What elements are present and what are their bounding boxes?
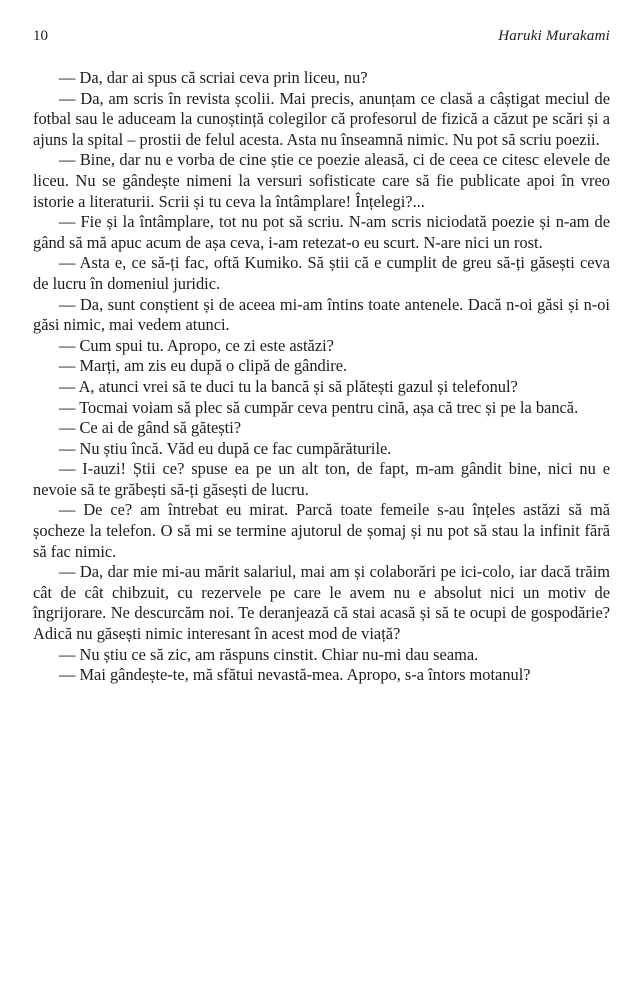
paragraph: — Nu știu ce să zic, am răspuns cinstit. Chiar nu-mi dau seama. <box>59 644 479 664</box>
paragraph: — Bine, dar nu e vorba de cine știe ce poezie aleasă, ci de ceea ce citesc elevele de liceu. Nu se gândește nimeni la versuri sofisticate care să fie publicate apoi în vreo istorie a literaturii. Scrii și tu ceva la întâmplare! Înțelegi?... <box>33 150 610 211</box>
paragraph: — Da, sunt conștient și de aceea mi-am întins toate antenele. Dacă n-oi găsi și n-oi găsi nimic, mai vedem atunci. <box>33 294 610 335</box>
paragraph: — Da, dar ai spus că scriai ceva prin liceu, nu? <box>59 68 368 87</box>
paragraph: — Fie și la întâmplare, tot nu pot să scriu. N-am scris niciodată poezie și n-am de gând să mă apuc acum de așa ceva, i-am retezat-o eu scurt. N-are nici un rost. <box>33 212 610 252</box>
paragraph: — Mai gândește-te, mă sfătui nevastă-mea. Apropo, s-a întors motanul? <box>59 665 531 685</box>
paragraph: — Da, am scris în revista școlii. Mai precis, anunțam ce clasă a câștigat meciul de fotbal sau le aduceam la cunoștință colegilor că profesorul de fizică a căzut pe scări și a ajuns la spital – prostii de felul acesta. Asta nu înseamnă nimic. Nu pot să scriu poezii. <box>33 88 610 149</box>
paragraph: — Cum spui tu. Apropo, ce zi este astăzi? <box>59 335 334 355</box>
paragraph: — Marți, am zis eu după o clipă de gândire. <box>59 356 348 376</box>
paragraph: — A, atunci vrei să te duci tu la bancă și să plătești gazul și telefonul? <box>59 376 518 396</box>
body-text <box>33 68 610 686</box>
paragraph: — Ce ai de gând să gătești? <box>59 418 242 438</box>
paragraph: — De ce? am întrebat eu mirat. Parcă toate femeile s-au înțeles astăzi să mă șocheze la telefon. O să mi se termine ajutorul de șomaj și nu pot să stau la infinit fără să fac nimic. <box>33 500 610 561</box>
paragraph: — Nu știu încă. Văd eu după ce fac cumpărăturile. <box>59 438 392 458</box>
running-title: Haruki Murakami <box>498 28 610 44</box>
paragraph: — Tocmai voiam să plec să cumpăr ceva pentru cină, așa că trec și pe la bancă. <box>59 397 579 417</box>
page-number: 10 <box>33 28 48 44</box>
running-header <box>33 28 610 68</box>
paragraph: — I-auzi! Știi ce? spuse ea pe un alt ton, de fapt, m-am gândit bine, nici nu e nevoie să te grăbești să-ți găsești de lucru. <box>33 459 610 499</box>
paragraph: — Asta e, ce să-ți fac, oftă Kumiko. Să știi că e cumplit de greu să-ți găsești ceva de lucru în domeniul juridic. <box>33 253 610 293</box>
paragraph: — Da, dar mie mi-au mărit salariul, mai am și colaborări pe ici-colo, iar dacă trăim cât de cât chibzuit, cu rezervele pe care le avem nu e absolut nici un motiv de îngrijorare. Ne descurcăm noi. Te deranjează că stai acasă și să te ocupi de gospodărie? Adică nu găsești nimic interesant în acest mod de viață? <box>33 562 610 644</box>
